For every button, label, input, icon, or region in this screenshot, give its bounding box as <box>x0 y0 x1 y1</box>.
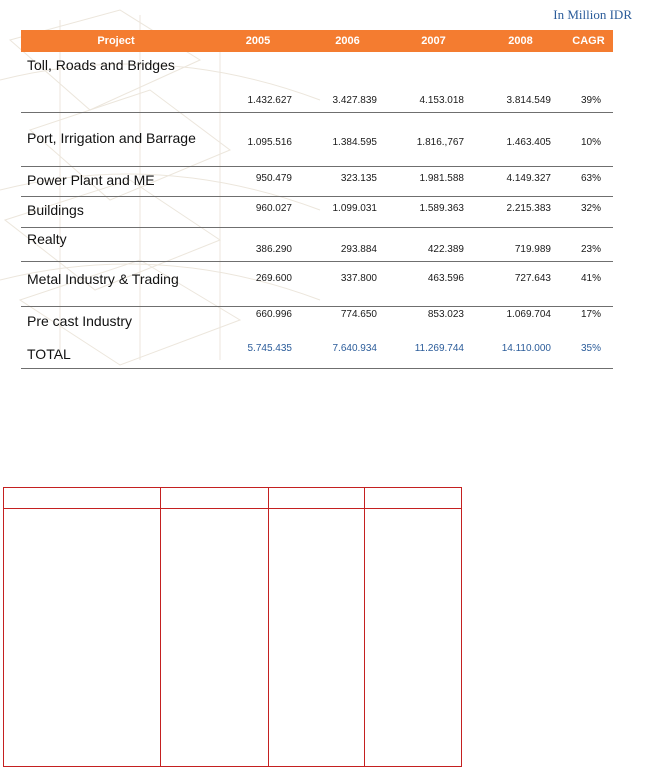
value-2006: 337.800 <box>305 261 390 306</box>
value-2007: 4.153.018 <box>390 52 477 112</box>
total-2007: 11.269.744 <box>390 336 477 368</box>
grid-body-row <box>4 509 462 767</box>
value-2006: 323.135 <box>305 166 390 196</box>
value-2008: 2.215.383 <box>477 196 564 227</box>
table-header-row <box>21 30 613 52</box>
total-2006: 7.640.934 <box>305 336 390 368</box>
total-row <box>21 336 613 368</box>
project-name: Power Plant and ME <box>21 166 211 196</box>
total-2008: 14.110.000 <box>477 336 564 368</box>
grid-cell <box>365 509 462 767</box>
project-name: Realty <box>21 227 211 261</box>
table-row <box>21 112 613 166</box>
value-2006: 293.884 <box>305 227 390 261</box>
empty-grid-table <box>3 487 462 767</box>
grid-cell <box>269 488 365 509</box>
value-cagr: 41% <box>564 261 613 306</box>
value-2005: 269.600 <box>211 261 305 306</box>
project-table <box>21 30 613 369</box>
unit-note: In Million IDR <box>553 7 632 22</box>
project-name: Toll, Roads and Bridges <box>21 52 211 112</box>
value-2008: 719.989 <box>477 227 564 261</box>
value-2007: 1.816.,767 <box>390 112 477 166</box>
table-row <box>21 261 613 306</box>
value-cagr: 39% <box>564 52 613 112</box>
project-name: Buildings <box>21 196 211 227</box>
value-2008: 3.814.549 <box>477 52 564 112</box>
value-2008: 727.643 <box>477 261 564 306</box>
value-cagr: 10% <box>564 112 613 166</box>
value-2008: 4.149.327 <box>477 166 564 196</box>
grid-cell <box>269 509 365 767</box>
value-2005: 660.996 <box>255 308 292 320</box>
value-2007: 463.596 <box>390 261 477 306</box>
header-2005: 2005 <box>211 30 305 52</box>
value-2008: 1.463.405 <box>477 112 564 166</box>
table-row <box>21 196 613 227</box>
table-row <box>21 306 613 336</box>
value-2006: 3.427.839 <box>305 52 390 112</box>
value-2005: 386.290 <box>211 227 305 261</box>
grid-cell <box>4 488 161 509</box>
value-2007: 853.023 <box>427 308 464 320</box>
grid-header-row <box>4 488 462 509</box>
value-2007: 422.389 <box>390 227 477 261</box>
value-cagr: 63% <box>564 166 613 196</box>
value-cagr: 32% <box>564 196 613 227</box>
grid-cell <box>365 488 462 509</box>
header-2008: 2008 <box>477 30 564 52</box>
project-name: Port, Irrigation and Barrage <box>21 112 211 166</box>
header-2007: 2007 <box>390 30 477 52</box>
value-2006: 774.650 <box>340 308 377 320</box>
header-2006: 2006 <box>305 30 390 52</box>
table-row <box>21 52 613 112</box>
value-2006: 1.384.595 <box>305 112 390 166</box>
total-2005: 5.745.435 <box>211 336 305 368</box>
project-name: Pre cast Industry <box>27 312 133 329</box>
value-2006: 1.099.031 <box>305 196 390 227</box>
grid-cell <box>4 509 161 767</box>
value-cagr: 23% <box>564 227 613 261</box>
header-project: Project <box>21 30 211 52</box>
value-2005: 1.095.516 <box>211 112 305 166</box>
project-name: Metal Industry & Trading <box>21 261 211 306</box>
value-2005: 960.027 <box>211 196 305 227</box>
grid-cell <box>161 509 269 767</box>
total-cagr: 35% <box>564 336 613 368</box>
grid-cell <box>161 488 269 509</box>
header-cagr: CAGR <box>564 30 613 52</box>
total-label: TOTAL <box>21 336 211 368</box>
value-2005: 1.432.627 <box>211 52 305 112</box>
value-2007: 1.981.588 <box>390 166 477 196</box>
value-cagr: 17% <box>580 308 601 320</box>
value-2008: 1.069.704 <box>506 308 551 320</box>
value-2007: 1.589.363 <box>390 196 477 227</box>
value-2005: 950.479 <box>211 166 305 196</box>
table-row <box>21 227 613 261</box>
table-row <box>21 166 613 196</box>
